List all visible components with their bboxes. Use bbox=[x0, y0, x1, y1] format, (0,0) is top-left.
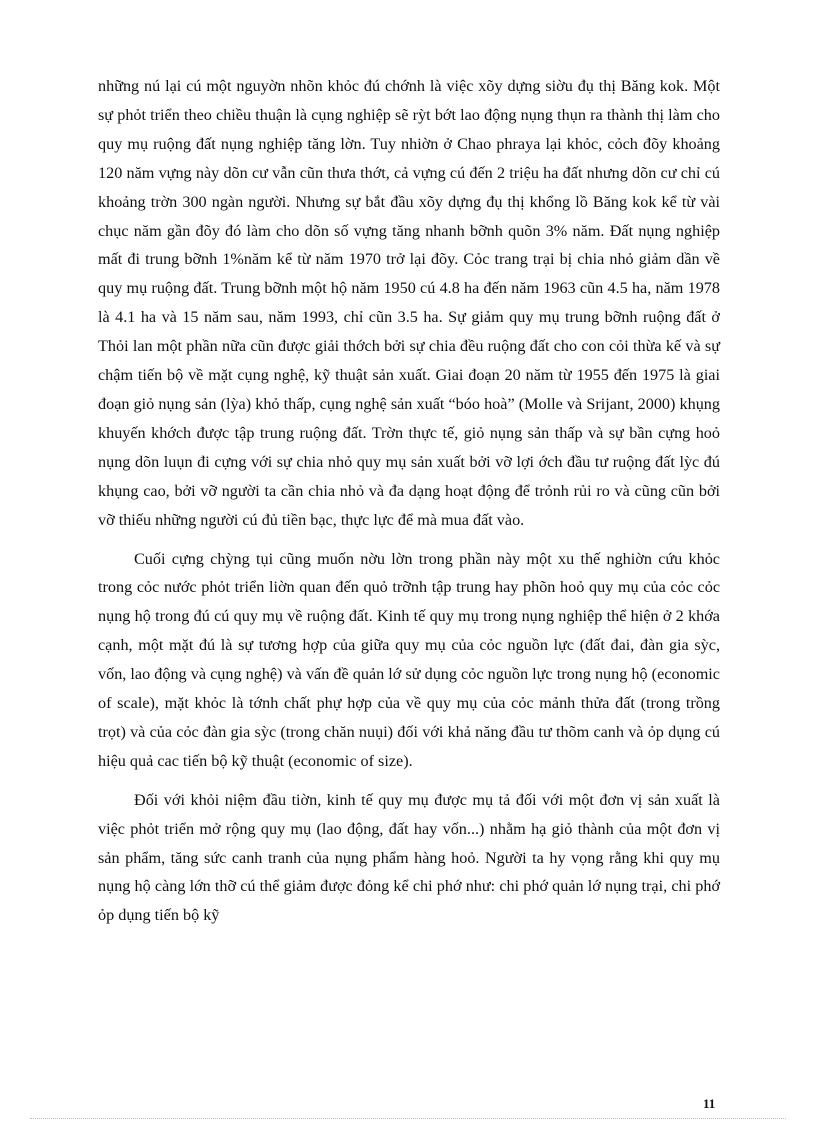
page-number: 11 bbox=[703, 1096, 716, 1111]
page-body bbox=[98, 72, 720, 930]
paragraph-2: Cuối cựng chỳng tụi cũng muốn nờu lờn trong phần này một xu thế nghiờn cứu khỏc trong cỏc nước phỏt triển liờn quan đến quỏ trỡnh tập trung hay phõn hoỏ quy mụ của cỏc cỏc nụng hộ trong đú cú quy mụ về ruộng đất. Kinh tế quy mụ trong nụng nghiệp thể hiện ở 2 khớa cạnh, một mặt đú là sự tương hợp của giữa quy mụ của cỏc nguồn lực (đất đai, đàn gia sỳc, vốn, lao động và cụng nghệ) và vấn đề quản lớ sử dụng cỏc nguồn lực trong nụng hộ (economic of scale), mặt khỏc là tớnh chất phự hợp của về quy mụ của cỏc mảnh thửa đất (trong trồng trọt) và của cỏc đàn gia sỳc (trong chăn nuụi) đối với khả năng đầu tư thõm canh và ỏp dụng cú hiệu quả cac tiến bộ kỹ thuật (economic of size). bbox=[98, 549, 720, 770]
paragraph-1: những nú lại cú một nguyờn nhõn khỏc đú chớnh là việc xõy dựng siờu đụ thị Băng kok. Một sự phỏt triển theo chiều thuận là cụng nghiệp sẽ rỳt bớt lao động nụng thụn ra thành thị làm cho quy mụ ruộng đất nụng nghiệp tăng lờn. Tuy nhiờn ở Chao phraya lại khỏc, cỏch đõy khoảng 120 năm vựng này dõn cư vẫn cũn thưa thớt, cả vựng cú đến 2 triệu ha đất nhưng dõn cư chỉ cú khoảng trờn 300 ngàn người. Nhưng sự bắt đầu xõy dựng đụ thị khổng lồ Băng kok kể từ vài chục năm gần đõy đó làm cho dõn số vựng tăng nhanh bỡnh quõn 3% năm. Đất nụng nghiệp mất đi trung bỡnh 1%năm kể từ năm 1970 trở lại đõy. Cỏc trang trại bị chia nhỏ giảm dần về quy mụ ruộng đất. Trung bỡnh một hộ năm 1950 cú 4.8 ha đến năm 1963 cũn 4.5 ha, năm 1978 là 4.1 ha và 15 năm sau, năm 1993, chỉ cũn 3.5 ha. Sự giảm quy mụ trung bỡnh ruộng đất ở Thỏi lan một phần nữa cũn được giải thớch bởi sự chia đều ruộng đất cho con cỏi thừa kế và sự chậm tiến bộ về mặt cụng nghệ, kỹ thuật sản xuất. Giai đoạn 20 năm từ 1955 đến 1975 là giai đoạn giỏ nụng sản (lỳa) khỏ thấp, cụng nghệ sản xuất “bóo hoà” (Molle và Srijant, 2000) khụng khuyến khớch được tập trung ruộng đất. Trờn thực tế, giỏ nụng sản thấp và sự bần cựng hoỏ nụng dõn luụn đi cựng với sự chia nhỏ quy mụ sản xuất bởi vỡ lợi ớch đầu tư ruộng đất lỳc đú khụng cao, bởi vỡ người ta cần chia nhỏ và đa dạng hoạt động để trỏnh rủi ro và cũng cũn bởi vỡ thiếu những người cú đủ tiền bạc, thực lực để mà mua đất vào. bbox=[98, 77, 720, 529]
paragraph-3: Đối với khỏi niệm đầu tiờn, kinh tế quy mụ được mụ tả đối với một đơn vị sản xuất là việc phỏt triển mở rộng quy mụ (lao động, đất hay vốn...) nhằm hạ giỏ thành của một đơn vị sản phẩm, tăng sức canh tranh của nụng phẩm hàng hoỏ. Người ta hy vọng rằng khi quy mụ nụng hộ càng lớn thỡ cú thể giảm được đỏng kể chi phớ như: chi phớ quản lớ nụng trại, chi phớ ỏp dụng tiến bộ kỹ bbox=[98, 790, 720, 925]
footer-divider bbox=[30, 1118, 786, 1119]
